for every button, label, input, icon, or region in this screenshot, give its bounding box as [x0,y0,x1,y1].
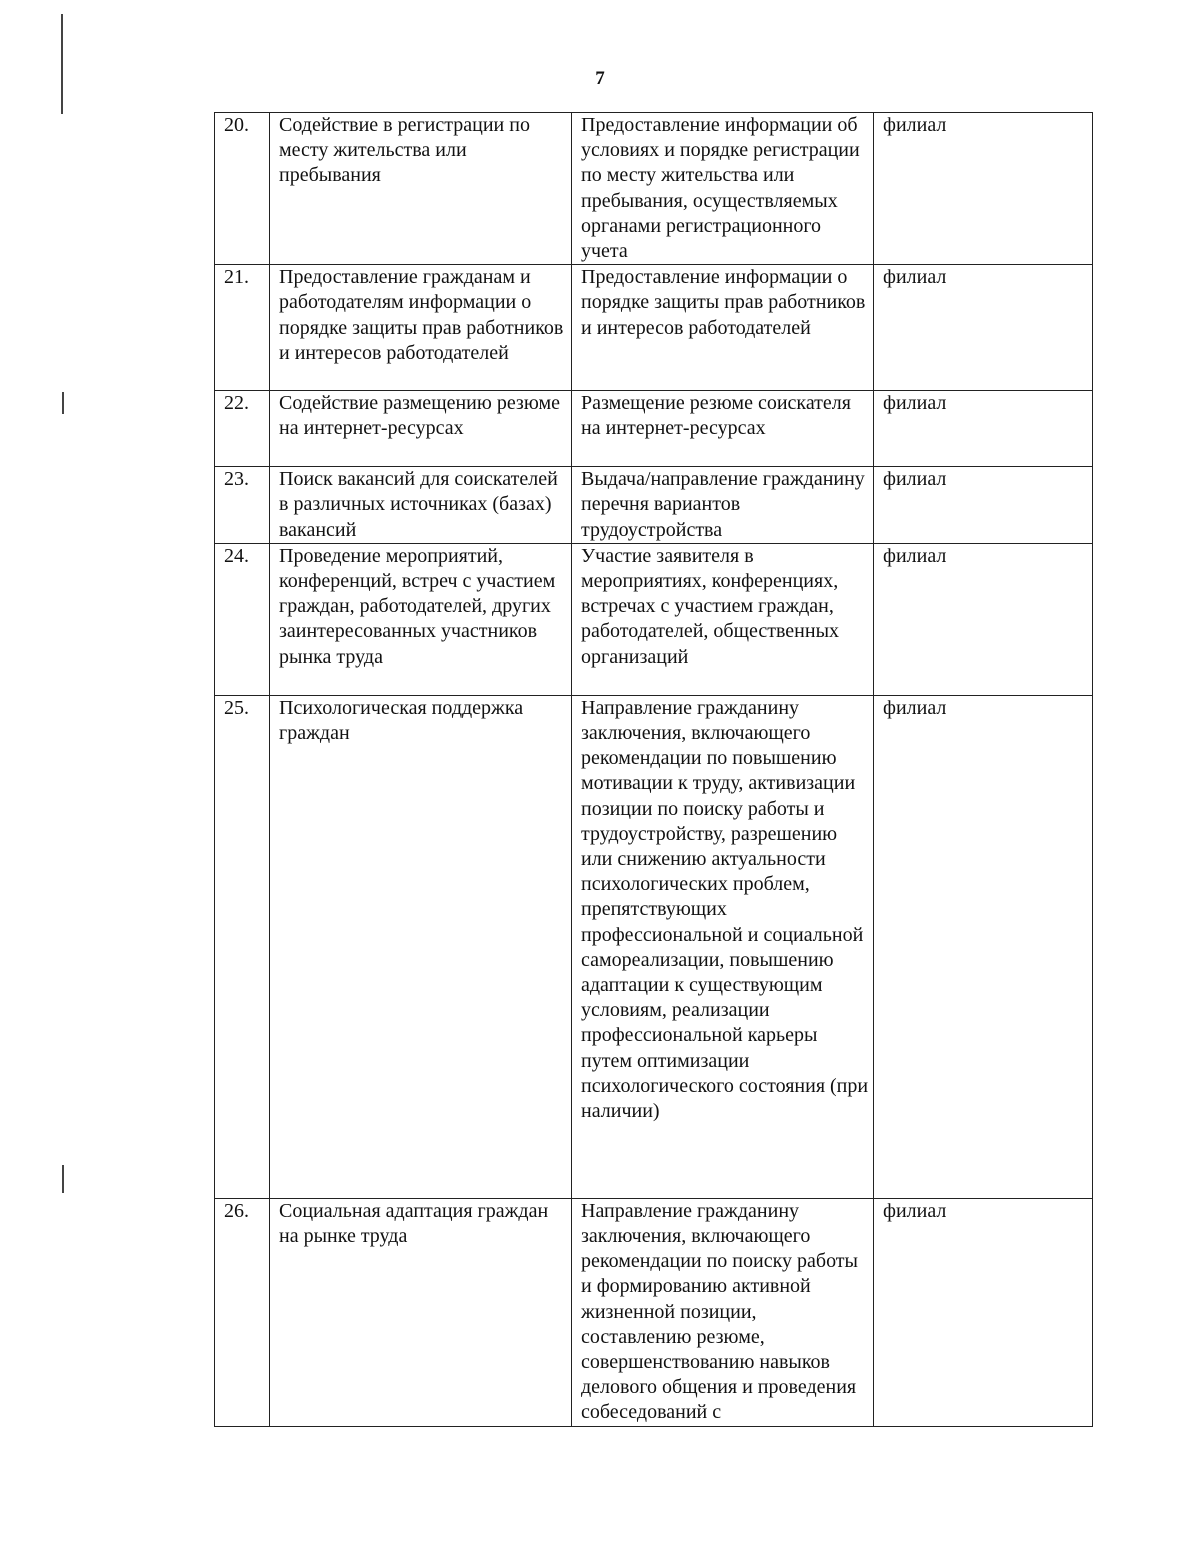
table-row [215,1198,1093,1426]
service-result: Выдача/направление гражданину перечня вариантов трудоустройства [572,467,874,544]
page-number: 7 [595,68,605,89]
table-row [215,265,1093,391]
service-result: Направление гражданину заключения, включающего рекомендации по повышению мотивации к труду, активизации позиции по поиску работы и трудоустройству, разрешению или снижению актуальности психологических проблем, препятствующих профессиональной и социальной самореализации, повышению адаптации к существующим условиям, реализации профессиональной карьеры путем оптимизации психологического состояния (при наличии) [572,695,874,1198]
service-name: Поиск вакансий для соискателей в различных источниках (базах) вакансий [270,467,572,544]
service-executor: филиал [874,391,1093,467]
service-result: Направление гражданину заключения, включающего рекомендации по поиску работы и формированию активной жизненной позиции, составлению резюме, совершенствованию навыков делового общения и проведения собеседований с [572,1198,874,1426]
row-number: 25. [215,695,270,1198]
table-row [215,391,1093,467]
table-row [215,543,1093,695]
row-number: 24. [215,543,270,695]
service-name: Содействие в регистрации по месту жительства или пребывания [270,113,572,265]
table-row [215,695,1093,1198]
service-result: Размещение резюме соискателя на интернет-ресурсах [572,391,874,467]
service-name: Психологическая поддержка граждан [270,695,572,1198]
service-executor: филиал [874,113,1093,265]
service-executor: филиал [874,543,1093,695]
scan-edge-mark-top [61,14,63,114]
row-number: 22. [215,391,270,467]
service-result: Участие заявителя в мероприятиях, конференциях, встречах с участием граждан, работодателей, общественных организаций [572,543,874,695]
scan-edge-mark-middle [62,392,64,414]
row-number: 21. [215,265,270,391]
service-result: Предоставление информации о порядке защиты прав работников и интересов работодателей [572,265,874,391]
row-number: 23. [215,467,270,544]
service-result: Предоставление информации об условиях и порядке регистрации по месту жительства или пребывания, осуществляемых органами регистрационного учета [572,113,874,265]
service-name: Содействие размещению резюме на интернет-ресурсах [270,391,572,467]
services-table [214,112,1093,1427]
service-executor: филиал [874,1198,1093,1426]
service-executor: филиал [874,695,1093,1198]
service-name: Проведение мероприятий, конференций, встреч с участием граждан, работодателей, других заинтересованных участников рынка труда [270,543,572,695]
table-row [215,113,1093,265]
service-name: Социальная адаптация граждан на рынке труда [270,1198,572,1426]
service-name: Предоставление гражданам и работодателям информации о порядке защиты прав работников и интересов работодателей [270,265,572,391]
scan-edge-mark-lower [62,1165,64,1193]
row-number: 20. [215,113,270,265]
row-number: 26. [215,1198,270,1426]
table-row [215,467,1093,544]
service-executor: филиал [874,265,1093,391]
service-executor: филиал [874,467,1093,544]
